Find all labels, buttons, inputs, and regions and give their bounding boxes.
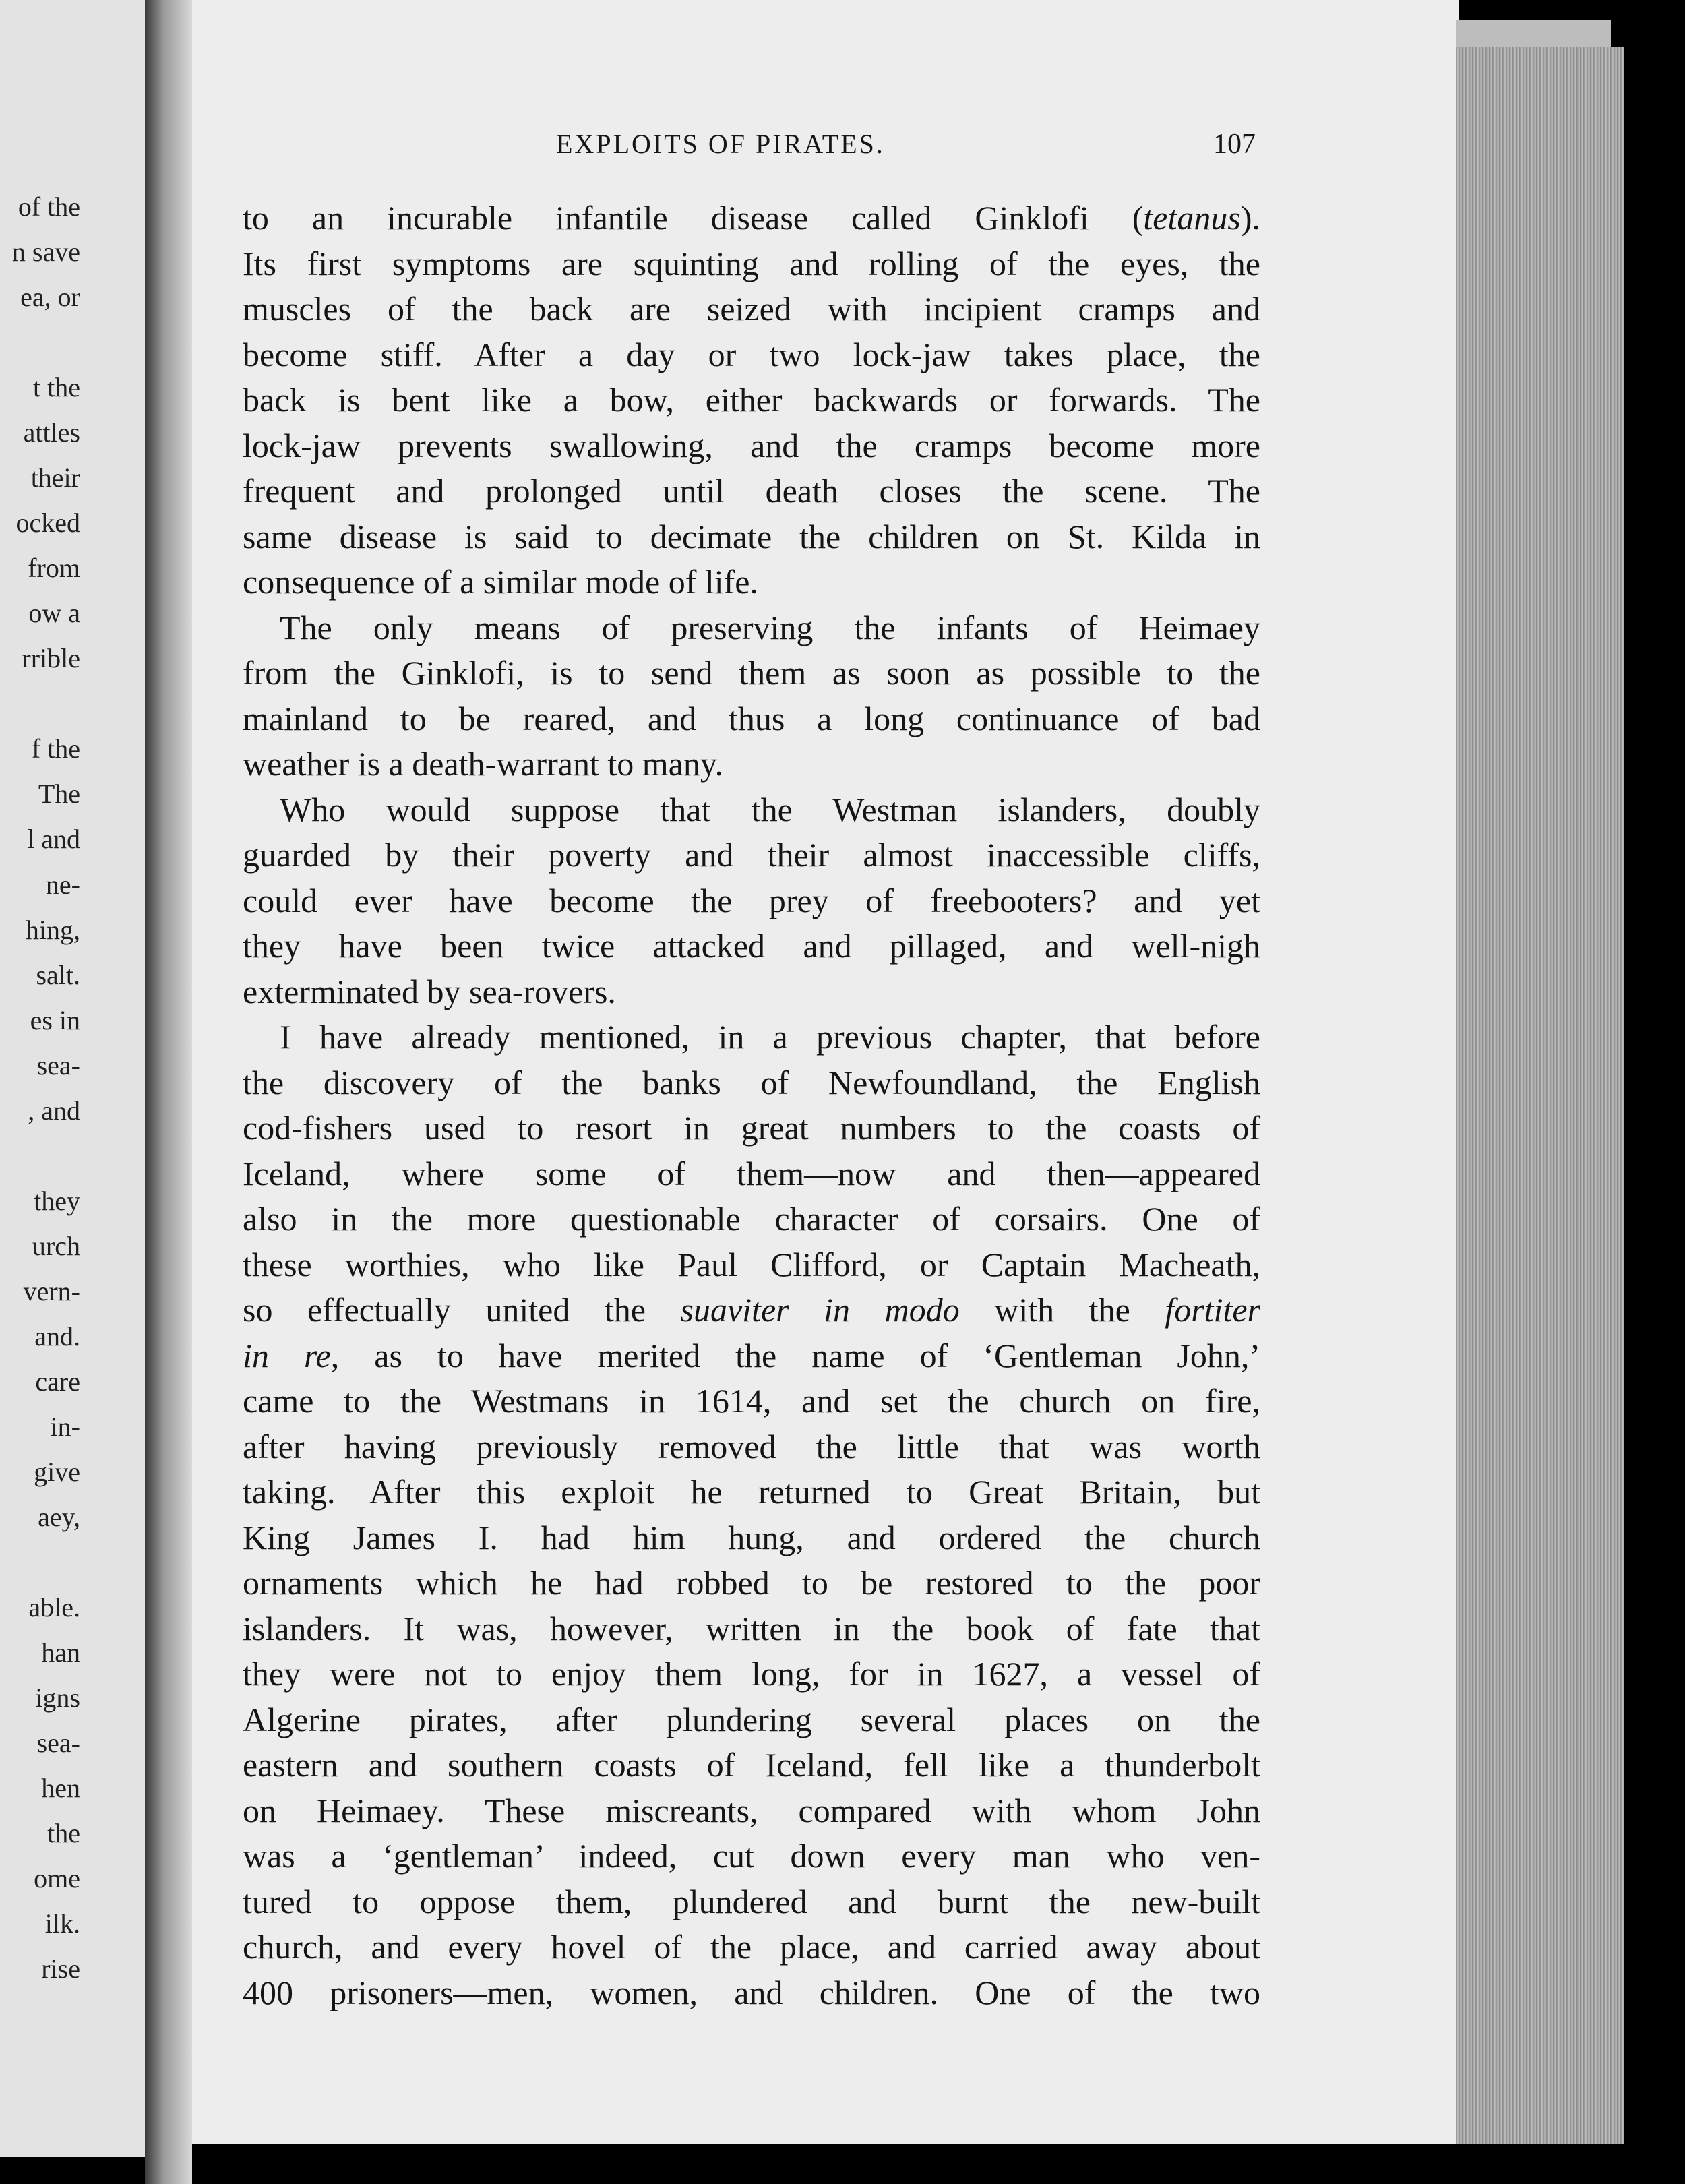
text-run: , as to have merited the name of ‘Gentleman John,’	[330, 1336, 1260, 1374]
text-line	[243, 1014, 1260, 1060]
text-run: with the	[959, 1291, 1165, 1329]
text-run: exterminated by sea-rovers.	[243, 972, 616, 1010]
facing-page-fragment: give	[34, 1456, 80, 1487]
page-number: 107	[1213, 129, 1256, 160]
text-run: become stiff. After a day or two lock-jaw takes place, the	[243, 335, 1260, 373]
text-run: ).	[1240, 199, 1260, 237]
facing-page-fragment: igns	[35, 1682, 80, 1713]
text-line	[243, 605, 1260, 651]
text-run: weather is a death-warrant to many.	[243, 745, 724, 783]
page-edges-top	[1456, 20, 1611, 47]
text-run: consequence of a similar mode of life.	[243, 563, 758, 601]
text-line	[243, 923, 1260, 969]
facing-page-fragment: ea, or	[20, 282, 80, 313]
text-run: so effectually united the	[243, 1291, 681, 1329]
facing-page-fragment: from	[28, 553, 80, 584]
text-run: came to the Westmans in 1614, and set the church on fire,	[243, 1382, 1260, 1420]
text-line	[243, 1833, 1260, 1879]
text-line	[243, 741, 1260, 787]
text-line	[243, 1560, 1260, 1606]
facing-page-fragment: ome	[34, 1863, 80, 1894]
facing-page-fragment: ocked	[16, 508, 80, 539]
text-run: these worthies, who like Paul Clifford, or Captain Macheath,	[243, 1245, 1260, 1283]
facing-page-fragment: rise	[41, 1953, 80, 1984]
facing-page-fragment: and.	[34, 1321, 80, 1352]
text-line	[243, 650, 1260, 696]
facing-page-fragment: t the	[33, 372, 80, 403]
facing-page-left	[0, 0, 145, 2157]
text-run: was a ‘gentleman’ indeed, cut down every man who ven-	[243, 1837, 1260, 1875]
italic-text: fortiter	[1165, 1291, 1260, 1329]
text-line	[243, 1378, 1260, 1424]
text-line	[243, 1651, 1260, 1697]
facing-page-fragment: hing,	[25, 914, 80, 945]
text-line	[243, 1060, 1260, 1106]
text-run: the discovery of the banks of Newfoundland, the English	[243, 1063, 1260, 1101]
text-line	[243, 377, 1260, 423]
facing-page-fragment: n save	[11, 237, 80, 268]
facing-page-fragment: f the	[31, 733, 80, 764]
text-run: Who would suppose that the Westman islanders, doubly	[280, 790, 1260, 828]
text-run: on Heimaey. These miscreants, compared with whom John	[243, 1791, 1260, 1829]
facing-page-fragment: attles	[23, 417, 80, 448]
text-line	[243, 969, 1260, 1015]
text-line	[243, 1606, 1260, 1652]
text-run: also in the more questionable character of corsairs. One of	[243, 1200, 1260, 1238]
facing-page-fragment: ow a	[28, 598, 80, 629]
facing-page-fragment: their	[30, 462, 80, 493]
text-run: eastern and southern coasts of Iceland, fell like a thunderbolt	[243, 1746, 1260, 1784]
text-line	[243, 286, 1260, 332]
italic-text: in re	[243, 1336, 331, 1374]
page-edges	[1456, 47, 1624, 2144]
facing-page-fragment: ilk.	[44, 1908, 80, 1939]
facing-page-fragment: sea-	[36, 1050, 80, 1081]
text-line	[243, 1196, 1260, 1242]
text-line	[243, 1105, 1260, 1151]
text-run: frequent and prolonged until death closes the scene. The	[243, 472, 1260, 510]
text-run: islanders. It was, however, written in the book of fate that	[243, 1609, 1260, 1647]
facing-page-fragment: sea-	[36, 1728, 80, 1759]
body-text	[243, 195, 1260, 2015]
text-run: back is bent like a bow, either backwards or forwards. The	[243, 381, 1260, 419]
text-line	[243, 559, 1260, 605]
facing-page-fragment: ne-	[45, 869, 80, 900]
italic-text: suaviter in modo	[680, 1291, 960, 1329]
text-run: muscles of the back are seized with incipient cramps and	[243, 290, 1260, 328]
text-run: 400 prisoners—men, women, and children. One of the two	[243, 1973, 1260, 2011]
facing-page-fragment: the	[47, 1818, 80, 1849]
text-run: mainland to be reared, and thus a long continuance of bad	[243, 699, 1260, 737]
facing-page-fragment: aey,	[38, 1502, 80, 1532]
text-line	[243, 878, 1260, 924]
facing-page-fragment: vern-	[23, 1275, 80, 1306]
facing-page-fragment: , and	[28, 1095, 80, 1126]
text-run: taking. After this exploit he returned to Great Britain, but	[243, 1473, 1260, 1511]
text-line	[243, 1424, 1260, 1470]
text-run: ornaments which he had robbed to be restored to the poor	[243, 1564, 1260, 1602]
facing-page-fragment: urch	[32, 1230, 80, 1261]
text-line	[243, 423, 1260, 469]
text-run: The only means of preserving the infants of Heimaey	[280, 608, 1260, 646]
text-run: guarded by their poverty and their almost inaccessible cliffs,	[243, 836, 1260, 874]
text-line	[243, 1924, 1260, 1970]
text-line	[243, 241, 1260, 287]
text-line	[243, 832, 1260, 878]
text-line	[243, 1879, 1260, 1925]
text-run: lock-jaw prevents swallowing, and the cramps become more	[243, 426, 1260, 464]
italic-text: tetanus	[1143, 199, 1241, 237]
text-line	[243, 1970, 1260, 2016]
running-header: EXPLOITS OF PIRATES.	[556, 129, 885, 159]
facing-page-fragment: l and	[27, 824, 80, 855]
text-line	[243, 195, 1260, 241]
text-line	[243, 787, 1260, 833]
text-line	[243, 1242, 1260, 1288]
text-run: could ever have become the prey of freebooters? and yet	[243, 881, 1260, 919]
text-line	[243, 696, 1260, 742]
text-run: to an incurable infantile disease called Ginklofi (	[243, 199, 1144, 237]
text-line	[243, 1515, 1260, 1561]
facing-page-fragment: care	[35, 1366, 80, 1397]
text-line	[243, 1151, 1260, 1197]
text-run: they were not to enjoy them long, for in 1627, a vessel of	[243, 1655, 1260, 1693]
text-run: after having previously removed the little that was worth	[243, 1427, 1260, 1465]
facing-page-fragment: The	[38, 779, 80, 810]
facing-page-fragment: they	[34, 1185, 80, 1216]
facing-page-fragment: hen	[41, 1773, 80, 1804]
facing-page-fragment: of the	[18, 191, 80, 222]
text-line	[243, 1287, 1260, 1333]
text-line	[243, 1333, 1260, 1379]
facing-page-fragment: able.	[28, 1592, 80, 1623]
facing-page-fragment: han	[41, 1637, 80, 1668]
text-line	[243, 332, 1260, 378]
text-run: King James I. had him hung, and ordered the church	[243, 1518, 1260, 1556]
text-run: cod-fishers used to resort in great numbers to the coasts of	[243, 1109, 1260, 1147]
text-line	[243, 1697, 1260, 1743]
text-run: Iceland, where some of them—now and then—appeared	[243, 1154, 1260, 1192]
facing-page-fragment: es in	[30, 1004, 80, 1035]
book-gutter	[145, 0, 192, 2184]
text-run: from the Ginklofi, is to send them as soon as possible to the	[243, 654, 1260, 692]
text-run: I have already mentioned, in a previous chapter, that before	[280, 1018, 1260, 1056]
text-run: Its first symptoms are squinting and rolling of the eyes, the	[243, 244, 1260, 282]
facing-page-fragment: rrible	[22, 643, 80, 674]
text-run: tured to oppose them, plundered and burnt the new-built	[243, 1882, 1260, 1920]
text-line	[243, 1788, 1260, 1834]
text-run: Algerine pirates, after plundering several places on the	[243, 1700, 1260, 1738]
text-line	[243, 468, 1260, 514]
text-run: church, and every hovel of the place, and carried away about	[243, 1928, 1260, 1966]
text-run: they have been twice attacked and pillaged, and well-nigh	[243, 927, 1260, 965]
facing-page-fragment: salt.	[36, 959, 80, 990]
facing-page-fragment: in-	[50, 1411, 80, 1442]
text-line	[243, 1742, 1260, 1788]
text-run: same disease is said to decimate the children on St. Kilda in	[243, 517, 1260, 555]
text-line	[243, 514, 1260, 560]
text-line	[243, 1469, 1260, 1515]
